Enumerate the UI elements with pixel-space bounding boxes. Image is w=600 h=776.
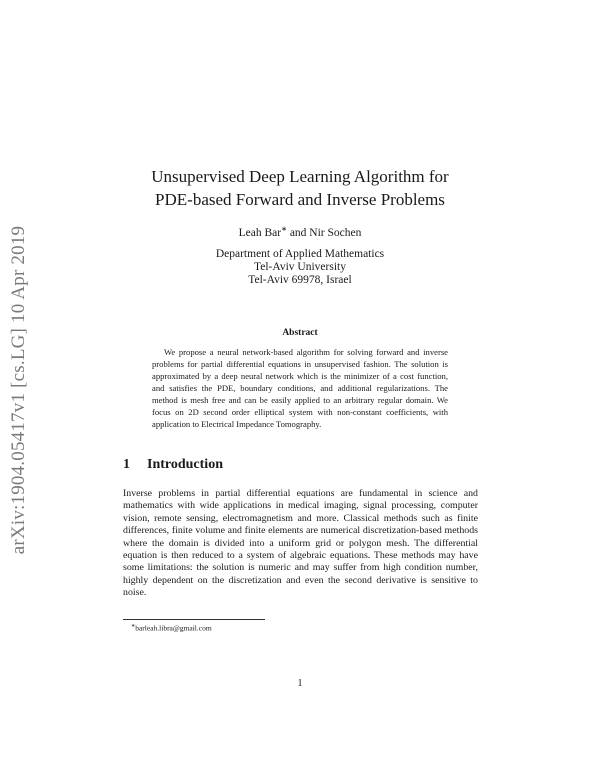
arxiv-identifier-text: arXiv:1904.05417v1 [cs.LG] 10 Apr 2019	[8, 225, 30, 555]
section-number: 1	[123, 457, 130, 472]
abstract-heading: Abstract	[282, 328, 318, 338]
abstract-body: We propose a neural network-based algorithm for solving forward and inverse problems for partial differential equations in unsupervised fashion. The solution is approximated by a deep neural network which is the minimizer of a cost function, and satisfies the PDE, boundary conditions, and additional regularizations. The method is mesh free and can be easily applied to an arbitrary regular domain. We focus on 2D second order elliptical system with non-constant coefficients, with application to Electrical Impedance Tomography.	[152, 347, 448, 429]
author-rest: and Nir Sochen	[286, 226, 362, 239]
author-footnote-mark: ∗	[281, 225, 287, 233]
title-line-2: PDE-based Forward and Inverse Problems	[155, 190, 445, 209]
page-number: 1	[297, 678, 303, 689]
footnote-mark: ∗	[131, 624, 136, 629]
affiliation	[0, 248, 600, 287]
footnote-email: barleah.libra@gmail.com	[135, 623, 212, 633]
affiliation-line-3: Tel-Aviv 69978, Israel	[248, 274, 352, 286]
paper-title	[0, 165, 600, 211]
introduction-paragraph: Inverse problems in partial differential equations are fundamental in science and mathematics with wide applications in medical imaging, signal processing, computer vision, remote sensing, electromagnetism and more. Classical methods such as finite differences, finite volume and finite elements are numerical discretization-based methods where the domain is divided into a uniform grid or polygon mesh. The differential equation is then reduced to a system of algebraic equations. These methods may have some limitations: the solution is numeric and may suffer from high condition number, highly dependent on the discretization and even the second derivative is sensitive to noise.	[123, 488, 478, 599]
footnote-divider	[123, 619, 265, 620]
author-first: Leah Bar	[238, 226, 282, 239]
section-heading	[123, 457, 223, 473]
section-title: Introduction	[147, 457, 223, 472]
author-list	[0, 225, 600, 239]
title-line-1: Unsupervised Deep Learning Algorithm for	[151, 167, 449, 186]
footnote	[131, 623, 212, 633]
affiliation-line-2: Tel-Aviv University	[254, 261, 346, 273]
affiliation-line-1: Department of Applied Mathematics	[215, 248, 385, 260]
